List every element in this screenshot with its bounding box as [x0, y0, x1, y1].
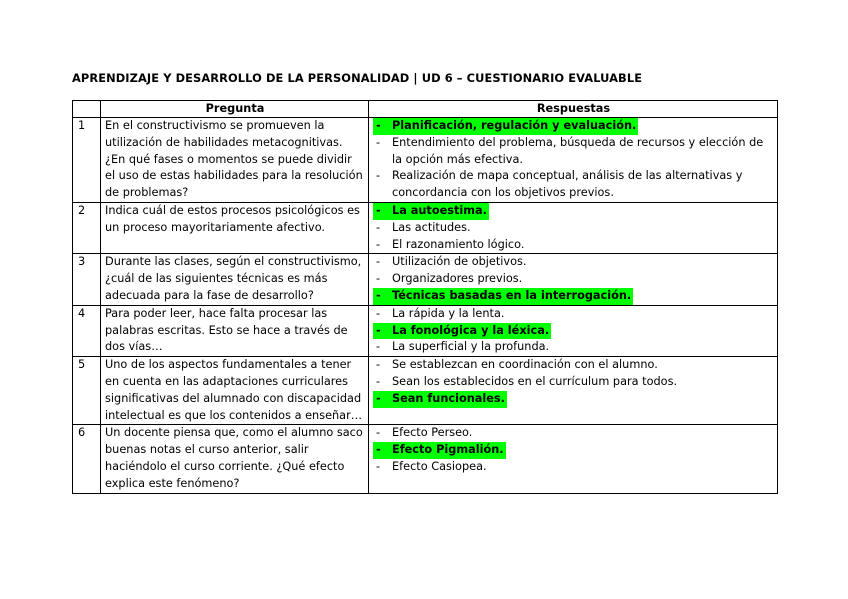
- document-title: APRENDIZAJE Y DESARROLLO DE LA PERSONALIDAD | UD 6 – CUESTIONARIO EVALUABLE: [72, 71, 643, 85]
- table-row: [73, 118, 778, 203]
- table-row: [73, 254, 778, 305]
- answer-option: [373, 374, 774, 391]
- answer-text: Efecto Casiopea.: [392, 459, 487, 473]
- answer-option-correct: [373, 442, 506, 459]
- list-dash: -: [376, 220, 381, 234]
- answer-list: [373, 254, 774, 304]
- answer-option: [373, 168, 774, 202]
- list-dash: -: [376, 340, 381, 354]
- answer-list: [373, 118, 774, 202]
- question-text: Para poder leer, hace falta procesar las palabras escritas. Esto se hace a través de dos vías…: [101, 305, 369, 356]
- table-row: [73, 305, 778, 356]
- answer-list: [373, 203, 774, 253]
- answer-text: Se establezcan en coordinación con el alumno.: [392, 358, 658, 372]
- answer-text: La superficial y la profunda.: [392, 340, 550, 354]
- answer-text: Técnicas basadas en la interrogación.: [392, 288, 632, 302]
- list-dash: -: [376, 306, 381, 320]
- answer-text: Efecto Pigmalión.: [392, 443, 504, 457]
- answer-text: Entendimiento del problema, búsqueda de recursos y elección de la opción más efectiva.: [392, 135, 764, 166]
- answer-text: La rápida y la lenta.: [392, 306, 505, 320]
- list-dash: -: [376, 169, 381, 183]
- list-dash: -: [376, 426, 381, 440]
- header-number: [73, 101, 101, 118]
- answer-list: [373, 306, 774, 356]
- table-row: [73, 357, 778, 425]
- question-number: 4: [73, 305, 101, 356]
- list-dash: -: [376, 237, 381, 251]
- answers-cell: [369, 254, 778, 305]
- answer-option: [373, 135, 774, 169]
- answer-option-correct: [373, 391, 507, 408]
- answer-option-correct: [373, 203, 489, 220]
- answer-option: [373, 306, 774, 323]
- question-number: 2: [73, 202, 101, 253]
- list-dash: -: [376, 288, 381, 302]
- table-header-row: [73, 101, 778, 118]
- list-dash: -: [376, 272, 381, 286]
- answer-option: [373, 220, 774, 237]
- list-dash: -: [376, 255, 381, 269]
- answer-option-correct: [373, 288, 633, 305]
- answer-text: La fonológica y la léxica.: [392, 323, 550, 337]
- answers-cell: [369, 357, 778, 425]
- answer-text: Realización de mapa conceptual, análisis de las alternativas y concordancia con los objetivos previos.: [392, 169, 743, 200]
- answer-text: Sean los establecidos en el currículum para todos.: [392, 374, 678, 388]
- answer-option-correct: [373, 323, 551, 340]
- list-dash: -: [376, 374, 381, 388]
- question-number: 5: [73, 357, 101, 425]
- question-text: Indica cuál de estos procesos psicológicos es un proceso mayoritariamente afectivo.: [101, 202, 369, 253]
- question-number: 3: [73, 254, 101, 305]
- answer-option: [373, 271, 774, 288]
- list-dash: -: [376, 443, 381, 457]
- answer-text: Las actitudes.: [392, 220, 471, 234]
- answer-text: Sean funcionales.: [392, 391, 505, 405]
- answer-option: [373, 459, 774, 476]
- answer-option: [373, 254, 774, 271]
- question-number: 1: [73, 118, 101, 203]
- list-dash: -: [376, 459, 381, 473]
- question-text: Durante las clases, según el constructivismo, ¿cuál de las siguientes técnicas es más adecuada para la fase de desarrollo?: [101, 254, 369, 305]
- header-question: Pregunta: [101, 101, 369, 118]
- list-dash: -: [376, 391, 381, 405]
- answer-text: Efecto Perseo.: [392, 426, 473, 440]
- list-dash: -: [376, 135, 381, 149]
- answer-option: [373, 237, 774, 254]
- question-text: Un docente piensa que, como el alumno saco buenas notas el curso anterior, salir haciéndolo el curso corriente. ¿Qué efecto explica este fenómeno?: [101, 425, 369, 493]
- answer-text: Utilización de objetivos.: [392, 255, 527, 269]
- question-text: En el constructivismo se promueven la utilización de habilidades metacognitivas. ¿En qué fases o momentos se puede dividir el uso de estas habilidades para la resolución de problemas?: [101, 118, 369, 203]
- table-body: [73, 118, 778, 494]
- header-answers: Respuestas: [369, 101, 778, 118]
- question-text: Uno de los aspectos fundamentales a tener en cuenta en las adaptaciones curriculares significativas del alumnado con discapacidad intelectual es que los contenidos a enseñar…: [101, 357, 369, 425]
- answers-cell: [369, 425, 778, 493]
- questionnaire-table: [72, 100, 778, 494]
- answer-option: [373, 357, 774, 374]
- answer-text: Planificación, regulación y evaluación.: [392, 119, 637, 132]
- answer-option: [373, 339, 774, 356]
- answers-cell: [369, 118, 778, 203]
- list-dash: -: [376, 119, 381, 132]
- answer-option: [373, 425, 774, 442]
- answer-text: Organizadores previos.: [392, 272, 523, 286]
- answers-cell: [369, 202, 778, 253]
- answer-list: [373, 425, 774, 475]
- answer-text: El razonamiento lógico.: [392, 237, 525, 251]
- answer-list: [373, 357, 774, 407]
- list-dash: -: [376, 358, 381, 372]
- list-dash: -: [376, 203, 381, 217]
- answer-option-correct: [373, 118, 638, 135]
- table-row: [73, 425, 778, 493]
- question-number: 6: [73, 425, 101, 493]
- answer-text: La autoestima.: [392, 203, 487, 217]
- table-row: [73, 202, 778, 253]
- list-dash: -: [376, 323, 381, 337]
- answers-cell: [369, 305, 778, 356]
